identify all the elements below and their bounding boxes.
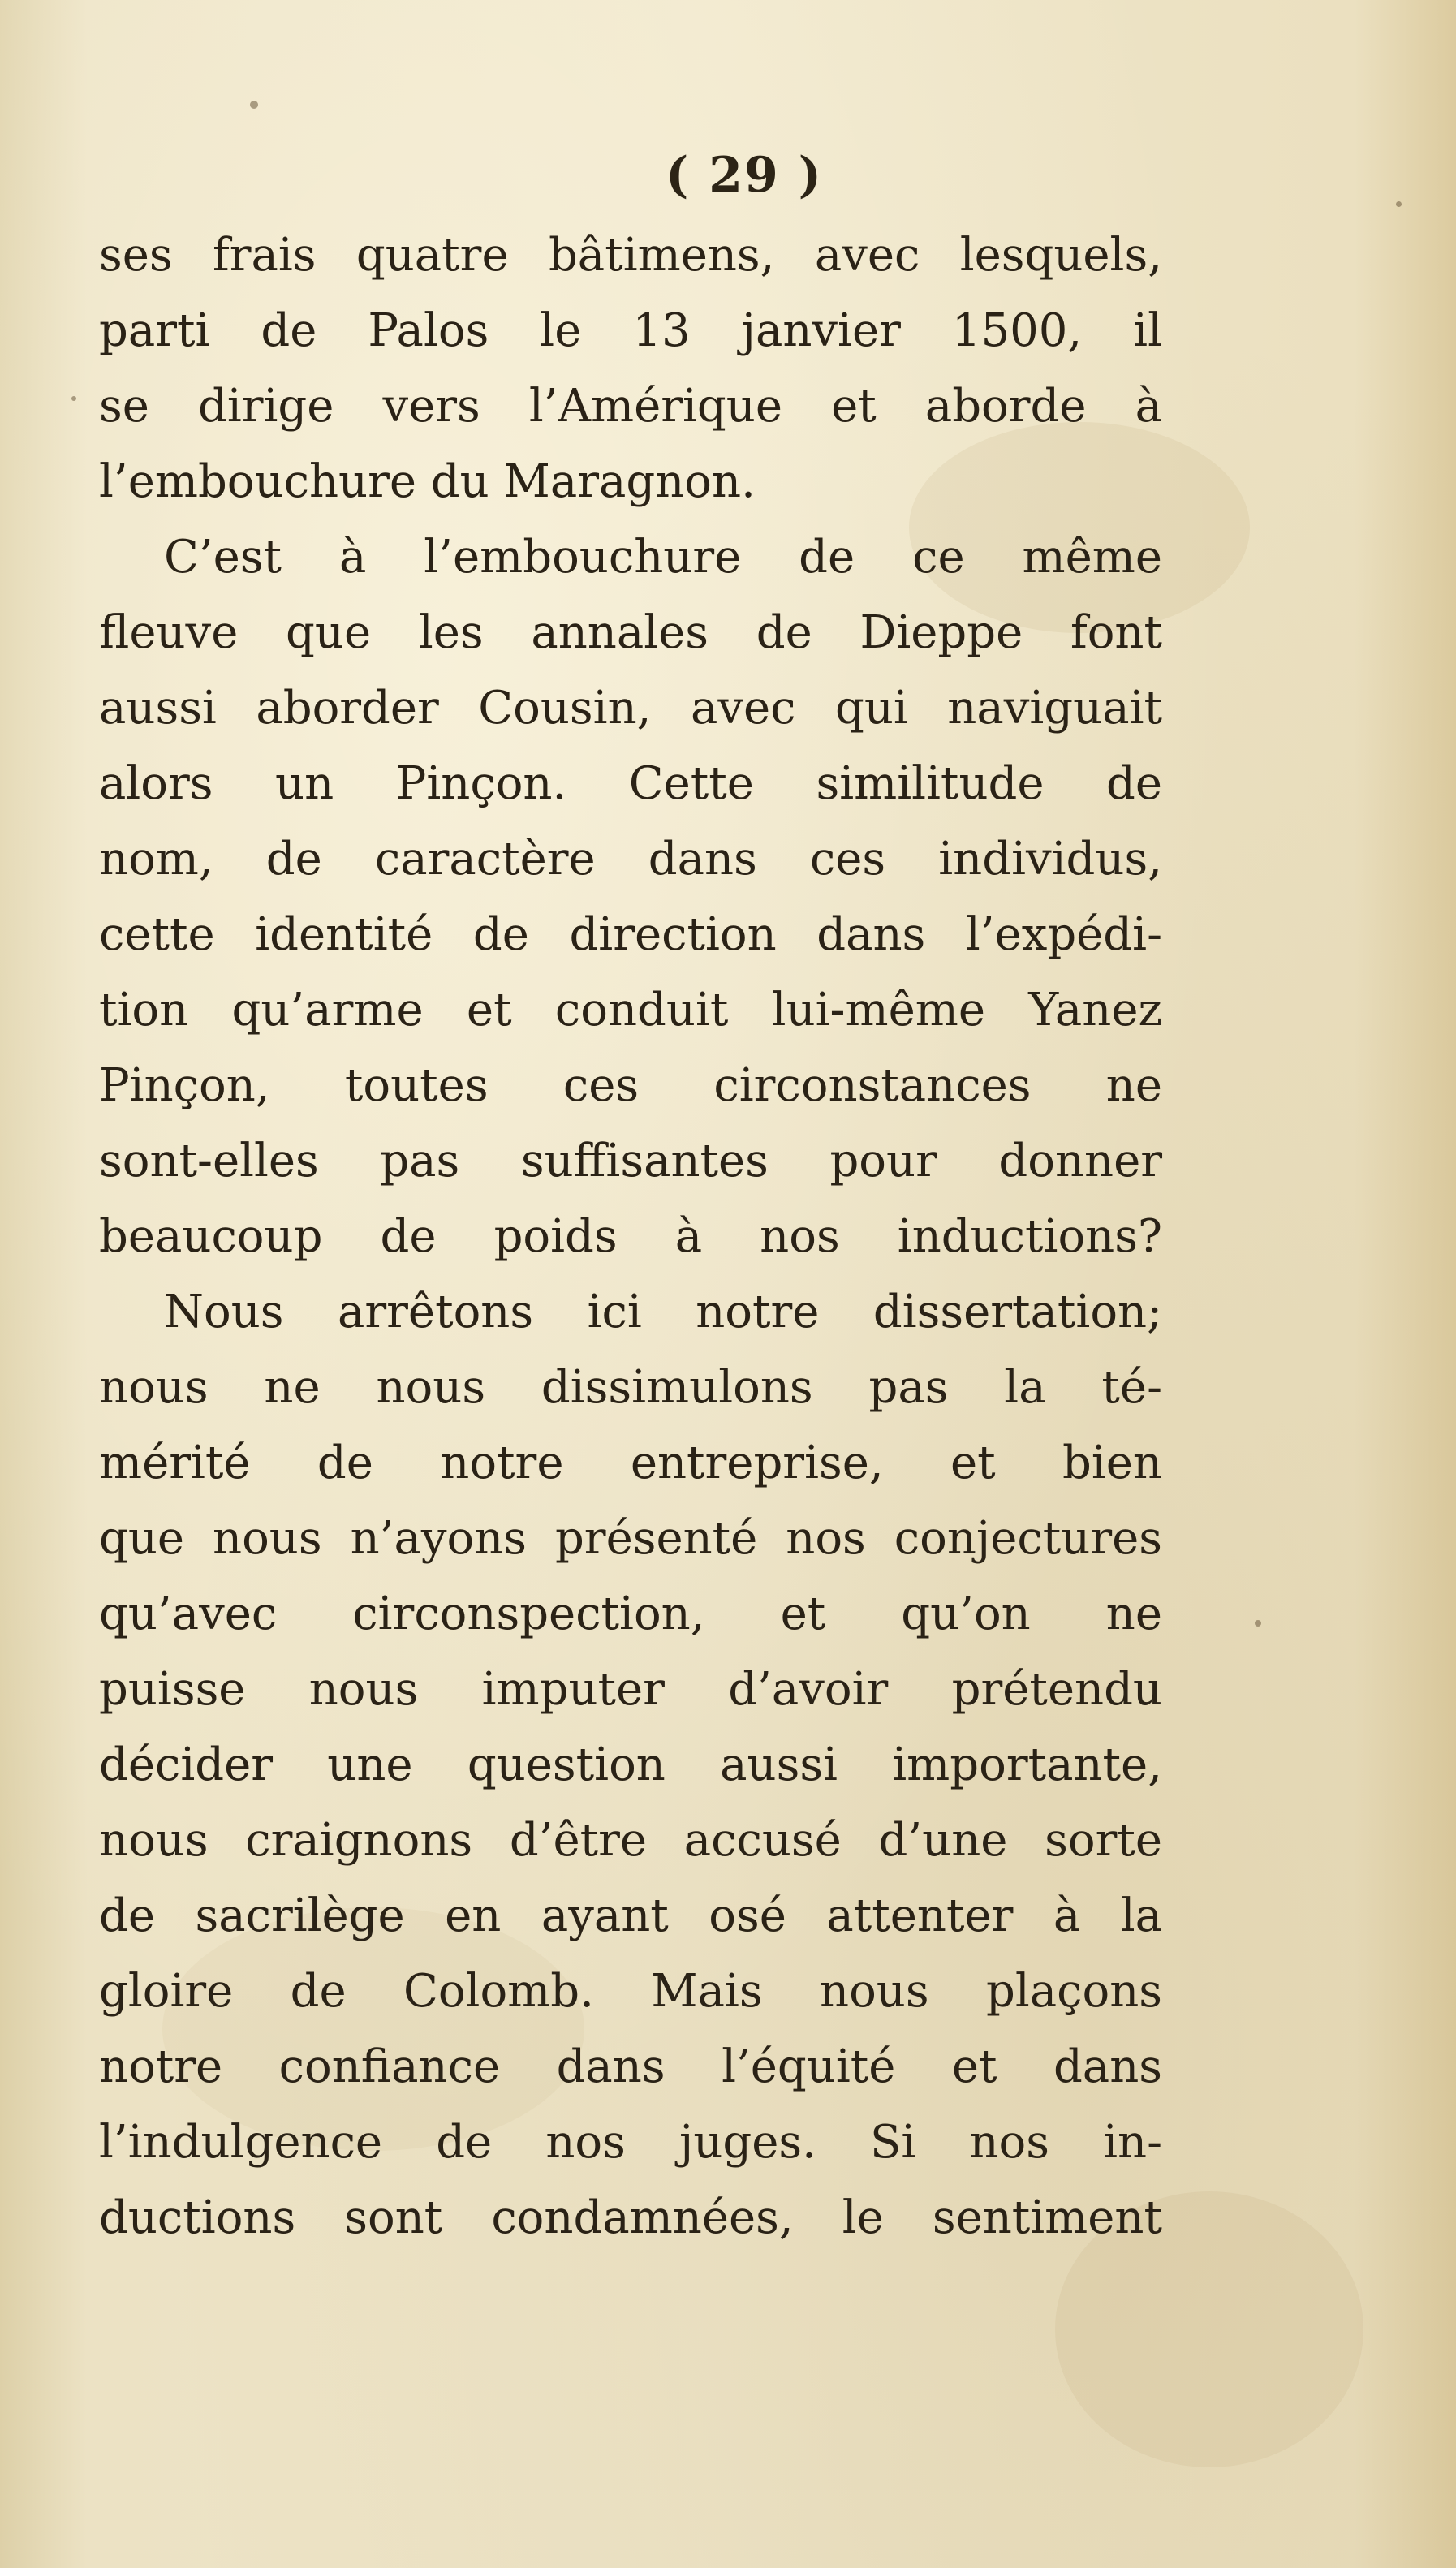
ink-speck (250, 101, 258, 109)
text-line: l’indulgence de nos juges. Si nos in- (99, 2116, 1162, 2169)
text-line: nous craignons d’être accusé d’une sorte (99, 1814, 1162, 1867)
text-line: que nous n’ayons présenté nos conjectures (99, 1512, 1162, 1565)
text-line: puisse nous imputer d’avoir prétendu (99, 1663, 1162, 1716)
paragraph-start-line: C’est à l’embouchure de ce même (164, 531, 1162, 584)
text-line: qu’avec circonspection, et qu’on ne (99, 1588, 1162, 1640)
text-line: gloire de Colomb. Mais nous plaçons (99, 1965, 1162, 2018)
text-line: aussi aborder Cousin, avec qui naviguait (99, 682, 1162, 735)
text-line: ses frais quatre bâtimens, avec lesquels, (99, 229, 1162, 282)
text-line: alors un Pinçon. Cette similitude de (99, 757, 1162, 810)
text-line: nous ne nous dissimulons pas la té- (99, 1361, 1162, 1414)
text-line: notre confiance dans l’équité et dans (99, 2040, 1162, 2093)
text-line: fleuve que les annales de Dieppe font (99, 606, 1162, 659)
ink-speck (1396, 201, 1402, 207)
body-text (99, 218, 1162, 2256)
ink-speck (1255, 1620, 1261, 1627)
text-line: se dirige vers l’Amérique et aborde à (99, 380, 1162, 433)
text-line: de sacrilège en ayant osé attenter à la (99, 1889, 1162, 1942)
text-line: nom, de caractère dans ces individus, (99, 833, 1162, 885)
text-line: ductions sont condamnées, le sentiment (99, 2191, 1162, 2244)
ink-speck (71, 396, 76, 401)
text-line: l’embouchure du Maragnon. (99, 455, 756, 508)
text-line: parti de Palos le 13 janvier 1500, il (99, 304, 1162, 357)
text-line: décider une question aussi importante, (99, 1739, 1162, 1791)
text-line: cette identité de direction dans l’expédi- (99, 908, 1162, 961)
page-number: ( 29 ) (665, 147, 824, 204)
paragraph-start-line: Nous arrêtons ici notre dissertation; (164, 1286, 1162, 1338)
text-line: Pinçon, toutes ces circonstances ne (99, 1059, 1162, 1112)
text-line: sont-elles pas suffisantes pour donner (99, 1135, 1162, 1187)
text-line: mérité de notre entreprise, et bien (99, 1437, 1162, 1489)
text-line: beaucoup de poids à nos inductions? (99, 1210, 1162, 1263)
text-line: tion qu’arme et conduit lui-même Yanez (99, 984, 1162, 1036)
